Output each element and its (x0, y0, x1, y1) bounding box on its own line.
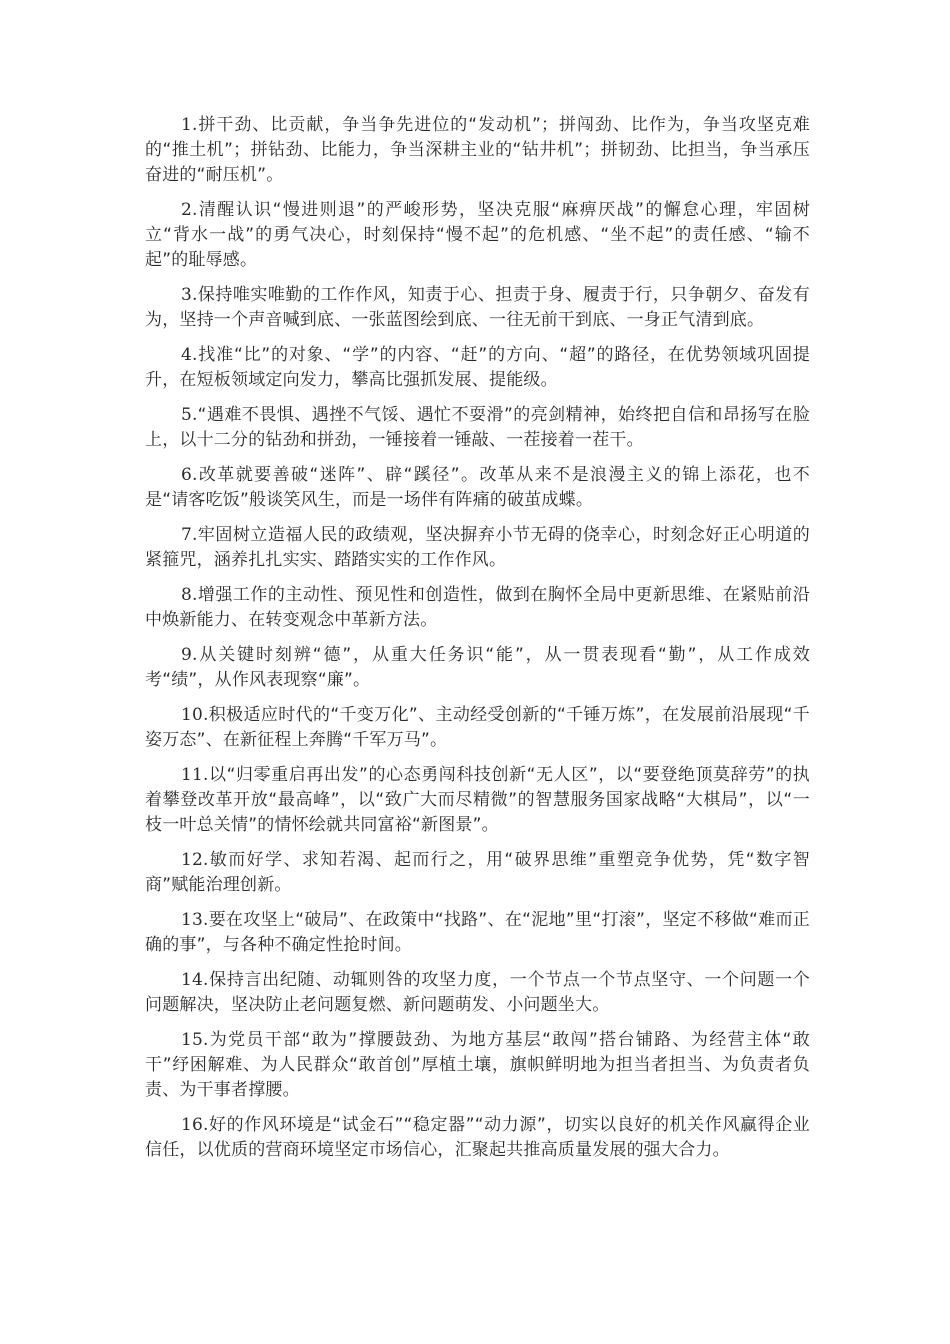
paragraph-number: 5. (181, 405, 198, 425)
paragraph-text: 保持唯实唯勤的工作作风，知责于心、担责于身、履责于行，只争朝夕、奋发有为，坚持一个声音喊到底、一张蓝图绘到底、一往无前干到底、一身正气清到底。 (145, 285, 810, 330)
paragraph-text: 为党员干部“敢为”撑腰鼓劲、为地方基层“敢闯”搭台铺路、为经营主体“敢干”纾困解难、为人民群众“敢首创”厚植土壤，旗帜鲜明地为担当者担当、为负责者负责、为干事者撑腰。 (145, 1030, 810, 1100)
paragraph-number: 8. (181, 585, 198, 605)
paragraph-3 (145, 283, 810, 333)
paragraph-number: 3. (181, 285, 198, 305)
paragraph-14 (145, 968, 810, 1018)
paragraph-text: 拼干劲、比贡献，争当争先进位的“发动机”；拼闯劲、比作为，争当攻坚克难的“推土机”；拼钻劲、比能力，争当深耕主业的“钻井机”；拼韧劲、比担当，争当承压奋进的“耐压机”。 (145, 115, 810, 185)
paragraph-16 (145, 1113, 810, 1163)
paragraph-13 (145, 908, 810, 958)
document-body (145, 113, 810, 1173)
paragraph-text: 以“归零重启再出发”的心态勇闯科技创新“无人区”，以“要登绝顶莫辞劳”的执着攀登改革开放“最高峰”，以“致广大而尽精微”的智慧服务国家战略“大棋局”，以“一枝一叶总关情”的情怀绘就共同富裕“新图景”。 (145, 765, 810, 835)
paragraph-number: 16. (181, 1115, 209, 1135)
paragraph-number: 12. (181, 850, 209, 870)
paragraph-number: 2. (181, 200, 198, 220)
paragraph-9 (145, 643, 810, 693)
paragraph-10 (145, 703, 810, 753)
paragraph-5 (145, 403, 810, 453)
paragraph-text: “遇难不畏惧、遇挫不气馁、遇忙不耍滑”的亮剑精神，始终把自信和昂扬写在脸上，以十二分的钻劲和拼劲，一锤接着一锤敲、一茬接着一茬干。 (145, 405, 810, 450)
paragraph-1 (145, 113, 810, 188)
paragraph-text: 好的作风环境是“试金石”“稳定器”“动力源”，切实以良好的机关作风赢得企业信任，以优质的营商环境坚定市场信心，汇聚起共推高质量发展的强大合力。 (145, 1115, 810, 1160)
paragraph-text: 要在攻坚上“破局”、在政策中“找路”、在“泥地”里“打滚”，坚定不移做“难而正确的事”，与各种不确定性抢时间。 (145, 910, 810, 955)
paragraph-number: 10. (181, 705, 209, 725)
paragraph-number: 7. (181, 525, 198, 545)
paragraph-text: 从关键时刻辨“德”，从重大任务识“能”，从一贯表现看“勤”，从工作成效考“绩”，从作风表现察“廉”。 (145, 645, 810, 690)
paragraph-8 (145, 583, 810, 633)
paragraph-text: 保持言出纪随、动辄则咎的攻坚力度，一个节点一个节点坚守、一个问题一个问题解决，坚决防止老问题复燃、新问题萌发、小问题坐大。 (145, 970, 810, 1015)
paragraph-text: 找准“比”的对象、“学”的内容、“赶”的方向、“超”的路径，在优势领域巩固提升，在短板领域定向发力，攀高比强抓发展、提能级。 (145, 345, 810, 390)
paragraph-number: 14. (181, 970, 209, 990)
paragraph-number: 11. (181, 765, 209, 785)
paragraph-4 (145, 343, 810, 393)
paragraph-15 (145, 1028, 810, 1103)
paragraph-7 (145, 523, 810, 573)
paragraph-2 (145, 198, 810, 273)
paragraph-number: 4. (181, 345, 198, 365)
paragraph-number: 9. (181, 645, 198, 665)
paragraph-text: 改革就要善破“迷阵”、辟“蹊径”。改革从来不是浪漫主义的锦上添花，也不是“请客吃饭”般谈笑风生，而是一场伴有阵痛的破茧成蝶。 (145, 465, 810, 510)
paragraph-text: 牢固树立造福人民的政绩观，坚决摒弃小节无碍的侥幸心，时刻念好正心明道的紧箍咒，涵养扎扎实实、踏踏实实的工作作风。 (145, 525, 810, 570)
paragraph-number: 15. (181, 1030, 209, 1050)
paragraph-text: 清醒认识“慢进则退”的严峻形势，坚决克服“麻痹厌战”的懈怠心理，牢固树立“背水一战”的勇气决心，时刻保持“慢不起”的危机感、“坐不起”的责任感、“输不起”的耻辱感。 (145, 200, 810, 270)
paragraph-text: 增强工作的主动性、预见性和创造性，做到在胸怀全局中更新思维、在紧贴前沿中焕新能力、在转变观念中革新方法。 (145, 585, 810, 630)
paragraph-number: 13. (181, 910, 209, 930)
paragraph-number: 1. (181, 115, 198, 135)
paragraph-6 (145, 463, 810, 513)
paragraph-text: 敏而好学、求知若渴、起而行之，用“破界思维”重塑竞争优势，凭“数字智商”赋能治理创新。 (145, 850, 810, 895)
paragraph-number: 6. (181, 465, 198, 485)
paragraph-12 (145, 848, 810, 898)
paragraph-text: 积极适应时代的“千变万化”、主动经受创新的“千锤万炼”，在发展前沿展现“千姿万态”、在新征程上奔腾“千军万马”。 (145, 705, 810, 750)
paragraph-11 (145, 763, 810, 838)
